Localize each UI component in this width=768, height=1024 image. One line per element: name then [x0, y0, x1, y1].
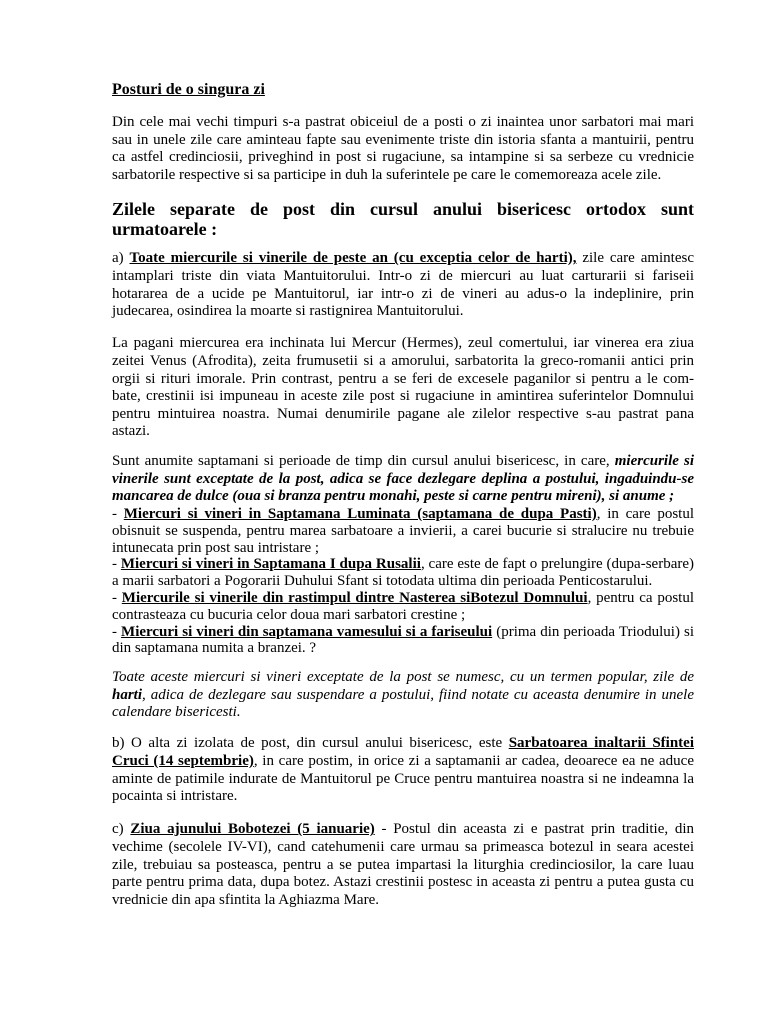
exceptions-list	[112, 506, 694, 657]
section-a-text: zile care amintesc intamplari triste din viata Mantuitorului. Intr-o zi de miercuri au luat carturarii si fariseii hotararea de a ucide pe Mantuitorul, iar intr-o zi de vineri au adus-o la indeplinire, prin judecarea, osindirea la moarte si rastignirea Mantuitorului.	[112, 250, 695, 320]
list-item-text: , in care postul obisnuit se suspenda, pentru marea sarbatoare a invierii, a carei bucurie si stralucire nu trebuie intunecata prin post sau intristare ;	[112, 506, 695, 556]
list-item-text: , care este de fapt o prelungire (dupa-serbare) a marii sarbatori a Pogorarii Duhului Sfant si totodata ultima din perioada Penticostarului.	[112, 556, 695, 590]
list-item	[112, 556, 694, 590]
document-body	[112, 80, 694, 909]
list-bullet: -	[112, 556, 121, 573]
section-b-marker: b)	[112, 735, 132, 752]
section-c-after: - Postul din aceasta zi e pastrat prin traditie, din vechime (secolele IV-VI), cand catehumenii care urmau sa primeasca botezul in seara acestei zile, trebuiau sa posteasca, pentru a se putea impartasi la liturghia credinciosilor, la care luau parte pentru prima data, dupa botez. Astazi crestinii postesc in aceasta zi pentru a putea gusta cu vrednicie din apa sfintita la Aghiazma Mare.	[112, 821, 694, 908]
harti-note-before: Toate aceste miercuri si vineri exceptate de la post se numesc, cu un termen popular, zile de	[112, 669, 694, 686]
section-a-highlight: Toate miercurile si vinerile de peste an (cu exceptia celor de harti),	[129, 250, 577, 267]
list-item-highlight: Miercurile si vinerile din rastimpul dintre Nasterea siBotezul Domnului	[121, 590, 588, 607]
section-c-highlight: Ziua ajunului Bobotezei (5 ianuarie)	[130, 821, 375, 838]
exceptions-emphasis: miercurile si vinerile sunt exceptate de la post, adica se face dezlegare deplina a postului, ingaduindu-se mancarea de dulce (oua si branza pentru monahi, peste si carne pentru mireni), si anume ;	[112, 453, 695, 505]
list-item-text: (prima din perioada Triodului) si din saptamana numita a branzei. ?	[112, 623, 694, 657]
section-b-highlight: Sarbatoarea inaltarii Sfintei Cruci (14 septembrie)	[112, 735, 694, 770]
list-bullet: -	[112, 590, 122, 607]
list-item-highlight: Miercuri si vineri din saptamana vamesului si a fariseului	[121, 623, 493, 640]
harti-note	[112, 669, 694, 722]
list-item	[112, 590, 694, 624]
section-c-paragraph	[112, 821, 694, 909]
exceptions-text: Sunt anumite saptamani si perioade de timp din cursul anului bisericesc, in care,	[112, 453, 615, 470]
list-item-text: , pentru ca postul contrasteaza cu bucuria celor doua mari sarbatori crestine ;	[112, 590, 694, 623]
pagan-paragraph: La pagani miercurea era inchinata lui Mercur (Hermes), zeul comertului, iar vinerea era ziua zeitei Venus (Afrodita), zeita frumusetii si a amorului, sarbatorita la greco-romanii antici prin orgii si rituri imorale. Prin contrast, pentru a se feri de excesele paganilor si pentru a le com-bate, crestinii isi impuneau in aceste zile post si rugaciune in amintirea suferintelor Domnului pentru mintuirea noastra. Numai denumirile pagane ale zilelor respective s-au pastrat pana astazi.	[112, 335, 694, 440]
intro-paragraph: Din cele mai vechi timpuri s-a pastrat obiceiul de a posti o zi inaintea unor sarbatori mai mari sau in unele zile care aminteau fapte sau evenimente triste din istoria sfanta a mantuirii, pentru ca astfel credinciosii, priveghind in post si rugaciune, sa intampine si sa serbeze cu vrednicie sarbatorile respective si sa participe in duh la suferintele pe care le comemoreaza acele zile.	[112, 114, 694, 183]
list-item-highlight: Miercuri si vineri in Saptamana I dupa Rusalii	[120, 556, 421, 573]
list-bullet: -	[112, 623, 122, 640]
section-b-paragraph	[112, 735, 694, 805]
section-b-before: O alta zi izolata de post, din cursul anului bisericesc, este	[131, 735, 509, 752]
document-title: Posturi de o singura zi	[112, 81, 265, 98]
section-a-marker: a)	[112, 250, 130, 267]
section-heading: Zilele separate de post din cursul anului bisericesc ortodox sunt urmatoarele :	[112, 199, 694, 240]
section-a-paragraph	[112, 250, 694, 320]
section-c-marker: c)	[112, 821, 131, 838]
harti-note-after: , adica de dezlegare sau suspendare a postului, fiind notate cu aceasta denumire in unele calendare bisericesti.	[112, 686, 694, 721]
harti-note-emphasis: harti	[112, 686, 143, 703]
list-item-highlight: Miercuri si vineri in Saptamana Luminata (saptamana de dupa Pasti)	[123, 506, 597, 523]
list-bullet: -	[112, 506, 124, 523]
section-b-after: , in care postim, in orice zi a saptamanii ar cadea, deoarece ea ne aduce aminte de patimile indurate de Mantuitorul pe Cruce pentru mantuirea noastra si ne indeamna la pocainta si intristare.	[112, 753, 694, 805]
exceptions-paragraph	[112, 453, 694, 506]
list-item	[112, 506, 694, 556]
list-item	[112, 624, 694, 658]
